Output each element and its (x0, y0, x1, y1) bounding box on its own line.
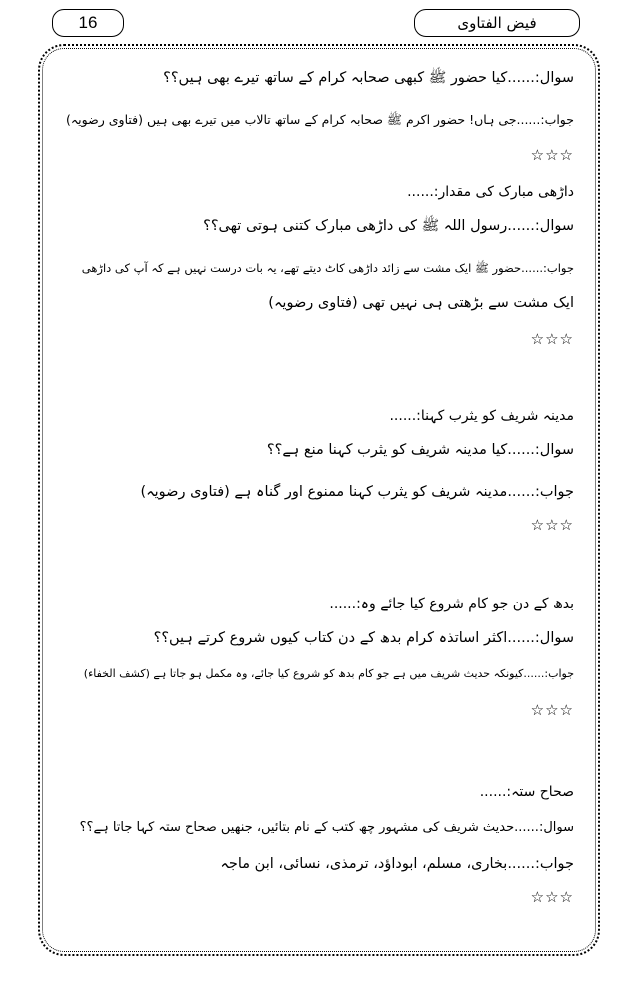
answer-2: جواب:......حضور ﷺ ایک مشت سے زائد داڑھی کاٹ دیتے تھے، یہ بات درست نہیں ہے کہ آپ کی داڑھی (81, 261, 574, 275)
section-heading-3: مدینہ شریف کو یثرب کہنا:...... (389, 408, 574, 424)
answer-5: جواب:......بخاری، مسلم، ابوداؤد، ترمذی، نسائی، ابن ماجہ (220, 856, 574, 872)
page-number-box (52, 9, 124, 37)
answer-3: جواب:......مدینہ شریف کو یثرب کہنا ممنوع اور گناہ ہے (فتاوی رضویہ) (140, 484, 574, 500)
stars-separator-4: ☆☆☆ (530, 701, 574, 719)
answer-4: جواب:......کیونکہ حدیث شریف میں ہے جو کام بدھ کو شروع کیا جائے، وہ مکمل ہو جاتا ہے (کشف الخفاء) (83, 667, 574, 680)
question-5: سوال:......حدیث شریف کی مشہور چھ کتب کے نام بتائیں، جنھیں صحاح ستہ کہا جاتا ہے؟؟ (79, 820, 574, 835)
question-2: سوال:......رسول اللہ ﷺ کی داڑھی مبارک کتنی ہوتی تھی؟؟ (203, 218, 574, 234)
book-title-box (414, 9, 580, 37)
section-heading-2: داڑھی مبارک کی مقدار:...... (407, 184, 574, 200)
stars-separator-3: ☆☆☆ (530, 516, 574, 534)
answer-2-continued: ایک مشت سے بڑھتی ہی نہیں تھی (فتاوی رضویہ) (268, 295, 574, 311)
section-heading-4: بدھ کے دن جو کام شروع کیا جائے وہ:...... (329, 596, 574, 612)
question-1: سوال:......کیا حضور ﷺ کبھی صحابہ کرام کے ساتھ تیرے بھی ہیں؟؟ (163, 70, 574, 86)
stars-separator-1: ☆☆☆ (530, 146, 574, 164)
answer-1: جواب:......جی ہاں! حضور اکرم ﷺ صحابہ کرام کے ساتھ تالاب میں تیرے بھی ہیں (فتاوی رضویہ) (65, 112, 574, 127)
question-4: سوال:......اکثر اساتذہ کرام بدھ کے دن کتاب کیوں شروع کرتے ہیں؟؟ (153, 630, 574, 646)
page-content (56, 58, 582, 938)
book-title: فیض الفتاوی (457, 14, 537, 32)
page-number: 16 (78, 13, 98, 32)
stars-separator-2: ☆☆☆ (530, 330, 574, 348)
question-3: سوال:......کیا مدینہ شریف کو یثرب کہنا منع ہے؟؟ (266, 442, 574, 458)
section-heading-5: صحاح ستہ:...... (479, 784, 574, 800)
stars-separator-5: ☆☆☆ (530, 888, 574, 906)
